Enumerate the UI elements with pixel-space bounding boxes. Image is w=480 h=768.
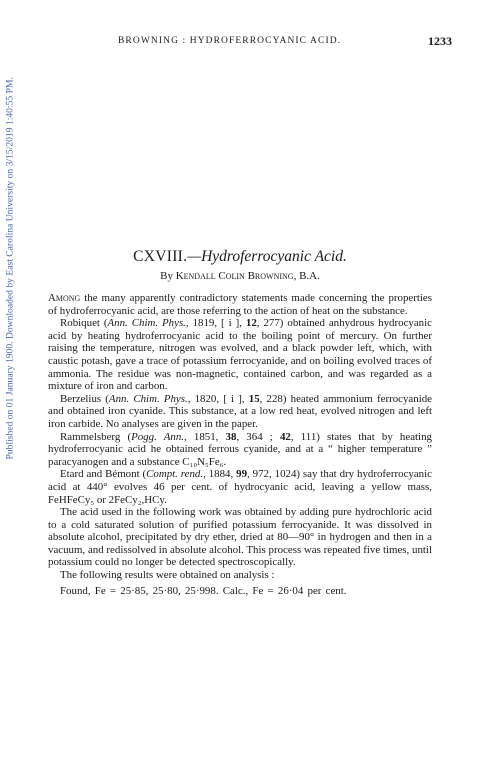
- author-degree: , B.A.: [293, 270, 320, 282]
- text-span: Robiquet (: [60, 317, 108, 330]
- byline-prefix: By: [160, 270, 176, 282]
- text-span: , 364 ;: [236, 430, 280, 443]
- volume-number: 15: [248, 392, 260, 405]
- running-head-title: BROWNING : HYDROFERROCYANIC ACID.: [118, 36, 342, 46]
- text-span: , 1851,: [184, 430, 226, 443]
- paragraph-robiquet: [48, 317, 432, 393]
- journal-ref: Ann. Chim. Phys.: [107, 317, 186, 330]
- download-watermark: Published on 01 January 1900. Downloaded by East Carolina University on 3/15/2019 1:40:55 PM.: [4, 77, 16, 460]
- paragraph-results-intro: The following results were obtained on analysis :: [60, 569, 275, 582]
- text-span: Etard and Bémont (: [60, 468, 147, 481]
- paragraph-text: the many apparently contradictory statements made concerning the properties of hydroferrocyanic acid, are those referring to the action of heat on the substance.: [48, 292, 432, 317]
- running-head: [96, 34, 452, 50]
- text-span: , 277) obtained anhydrous hydrocyanic acid by heating hydroferrocyanic acid to the boiling point of mercury. On further raising the temperature, nitrogen was evolved, and a black powder left, which, with caustic potash, gave a trace of potassium ferrocyanide, and on boiling evolved traces of ammonia. The residue was non-magnetic, contained carbon, and was regarded as a mixture of iron and carbon.: [48, 317, 432, 393]
- author-name: Kendall Colin Browning: [175, 270, 294, 282]
- lead-word: Among: [48, 292, 81, 304]
- volume-number: 12: [245, 317, 257, 330]
- text-span: , 972, 1024) say that dry hydroferrocyanic acid at 440° evolves 46 per cent. of hydrocyanic acid, leaving a yellow mass, FeHFeCy₅ or 2FeCy₂,HCy.: [48, 468, 432, 506]
- text-span: Berzelius (: [60, 392, 109, 405]
- text-span: , 1884,: [203, 468, 237, 481]
- article-title-text: —Hydroferrocyanic Acid.: [187, 248, 347, 265]
- page-number: 1233: [428, 34, 452, 48]
- paragraph-berzelius: [48, 393, 432, 431]
- article-body: [48, 292, 432, 597]
- article-number: CXVIII.: [133, 248, 188, 265]
- article-title: [0, 248, 480, 266]
- text-span: , 1819, [ i ],: [185, 317, 246, 330]
- paragraph-intro: [48, 292, 432, 317]
- paragraph-method: The acid used in the following work was obtained by adding pure hydrochloric acid to a cold saturated solution of purified potassium ferrocyanide. It was dissolved in absolute alcohol, precipitated by dry ether, dried at 80—90° in hydrogen and then in a vacuum, and redissolved in absolute alcohol. This process was repeated five times, until potassium could no longer be detected spectroscopically.: [48, 506, 432, 569]
- volume-number: 99: [236, 468, 248, 481]
- text-span: Rammelsberg (: [60, 430, 132, 443]
- analysis-result: Found, Fe = 25·85, 25·80, 25·998. Calc., Fe = 26·04 per cent.: [60, 584, 347, 597]
- byline: [0, 270, 480, 282]
- volume-number: 42: [279, 430, 291, 443]
- paragraph-rammelsberg: [48, 431, 432, 469]
- journal-ref: Pogg. Ann.: [131, 430, 185, 443]
- text-span: , 228) heated ammonium ferrocyanide and obtained iron cyanide. This substance, at a low red heat, evolved nitrogen and left iron carbide. No analyses are given in the paper.: [48, 392, 433, 430]
- journal-ref: Ann. Chim. Phys.: [108, 392, 188, 405]
- volume-number: 38: [225, 430, 237, 443]
- paragraph-etard: [48, 468, 432, 506]
- journal-ref: Compt. rend.: [146, 468, 204, 481]
- text-span: , 1820, [ i ],: [187, 392, 249, 405]
- text-span: , 111) states that by heating hydroferrocyanic acid he obtained ferrous cyanide, and at a “ higher temperature ” paracyanogen and a substance C₁₀N₅Fe₆.: [48, 430, 432, 468]
